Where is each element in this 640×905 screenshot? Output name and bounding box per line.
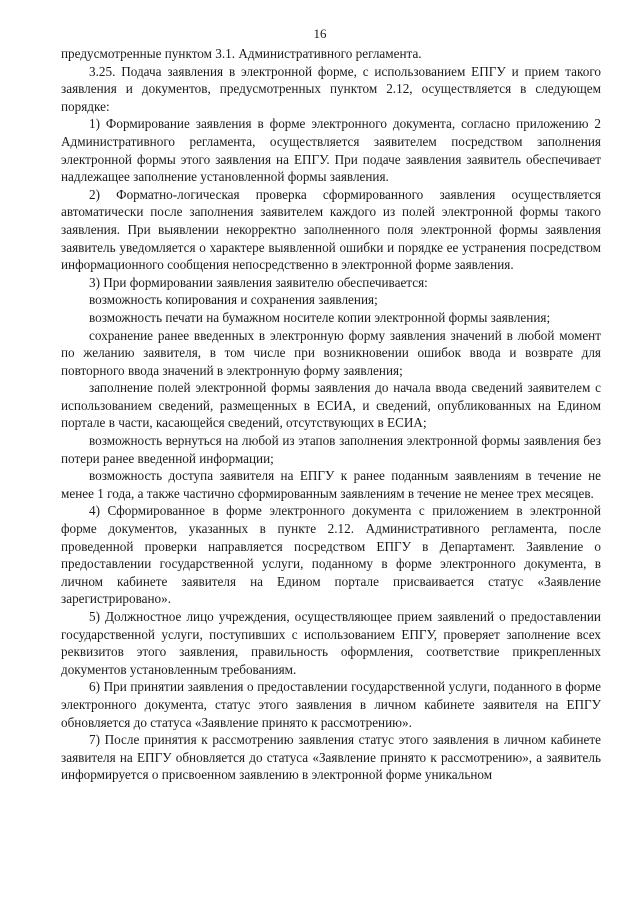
paragraph: 3) При формировании заявления заявителю обеспечивается: [89,274,428,290]
paragraph: возможность печати на бумажном носителе копии электронной формы заявления; [89,309,551,325]
page-number: 16 [313,26,327,41]
paragraph: сохранение ранее введенных в электронную форму заявления значений в любой момент по желанию заявителя, в том числе при возникновении ошибок ввода и возврате для повторного ввода значений в электронную форму заявления; [61,327,601,378]
paragraph: возможность доступа заявителя на ЕПГУ к ранее поданным заявлениям в течение не менее 1 года, а также частично сформированным заявлениям в течение не менее трех месяцев. [61,468,601,501]
paragraph: возможность копирования и сохранения заявления; [89,292,378,308]
paragraph: 6) При принятии заявления о предоставлении государственной услуги, поданного в форме электронного документа, статус этого заявления в личном кабинете заявителя на ЕПГУ обновляется до статуса «Заявление принято к рассмотрению». [61,679,601,730]
paragraph: 1) Формирование заявления в форме электронного документа, согласно приложению 2 Административного регламента, осуществляется заявителем посредством заполнения электронной формы этого заявления на ЕПГУ. При подаче заявления заявитель обеспечивает надлежащее заполнение установленной формы заявления. [61,116,601,185]
paragraph: заполнение полей электронной формы заявления до начала ввода сведений заявителем с использованием сведений, размещенных в ЕСИА, и сведений, опубликованных на Едином портале в части, касающейся сведений, отсутствующих в ЕСИА; [61,380,601,431]
paragraph: 7) После принятия к рассмотрению заявления статус этого заявления в личном кабинете заявителя на ЕПГУ обновляется до статуса «Заявление принято к рассмотрению», а заявитель информируется о присвоенном заявлению в электронной форме уникальном [61,732,601,783]
paragraph: возможность вернуться на любой из этапов заполнения электронной формы заявления без потери ранее введенной информации; [61,433,601,466]
document-body [61,45,601,784]
paragraph: предусмотренные пунктом 3.1. Административного регламента. [61,46,422,61]
paragraph: 2) Форматно-логическая проверка сформированного заявления осуществляется автоматически после заполнения заявителем каждого из полей электронной формы такого заявления. При выявлении некорректно заполненного поля электронной формы заявления заявитель уведомляется о характере выявленной ошибки и порядке ее устранения посредством информационного сообщения непосредственно в электронной форме заявления. [61,186,601,273]
paragraph: 5) Должностное лицо учреждения, осуществляющее прием заявлений о предоставлении государственной услуги, поступивших с использованием ЕПГУ, проверяет заполнение всех реквизитов этого заявления, правильность оформления, соответствие прикрепленных документов установленным требованиям. [61,609,601,677]
paragraph: 3.25. Подача заявления в электронной форме, с использованием ЕПГУ и прием такого заявления и документов, предусмотренных пунктом 2.12, осуществляется в следующем порядке: [61,63,601,114]
paragraph: 4) Сформированное в форме электронного документа с приложением в электронной форме документов, указанных в пункте 2.12. Административного регламента, после проведенной проверки направляется посредством ЕПГУ в Департамент. Заявление о предоставлении государственной услуги, поданному в форме электронного документа, в личном кабинете заявителя на Едином портале присваивается статус «Заявление зарегистрировано». [61,503,601,607]
